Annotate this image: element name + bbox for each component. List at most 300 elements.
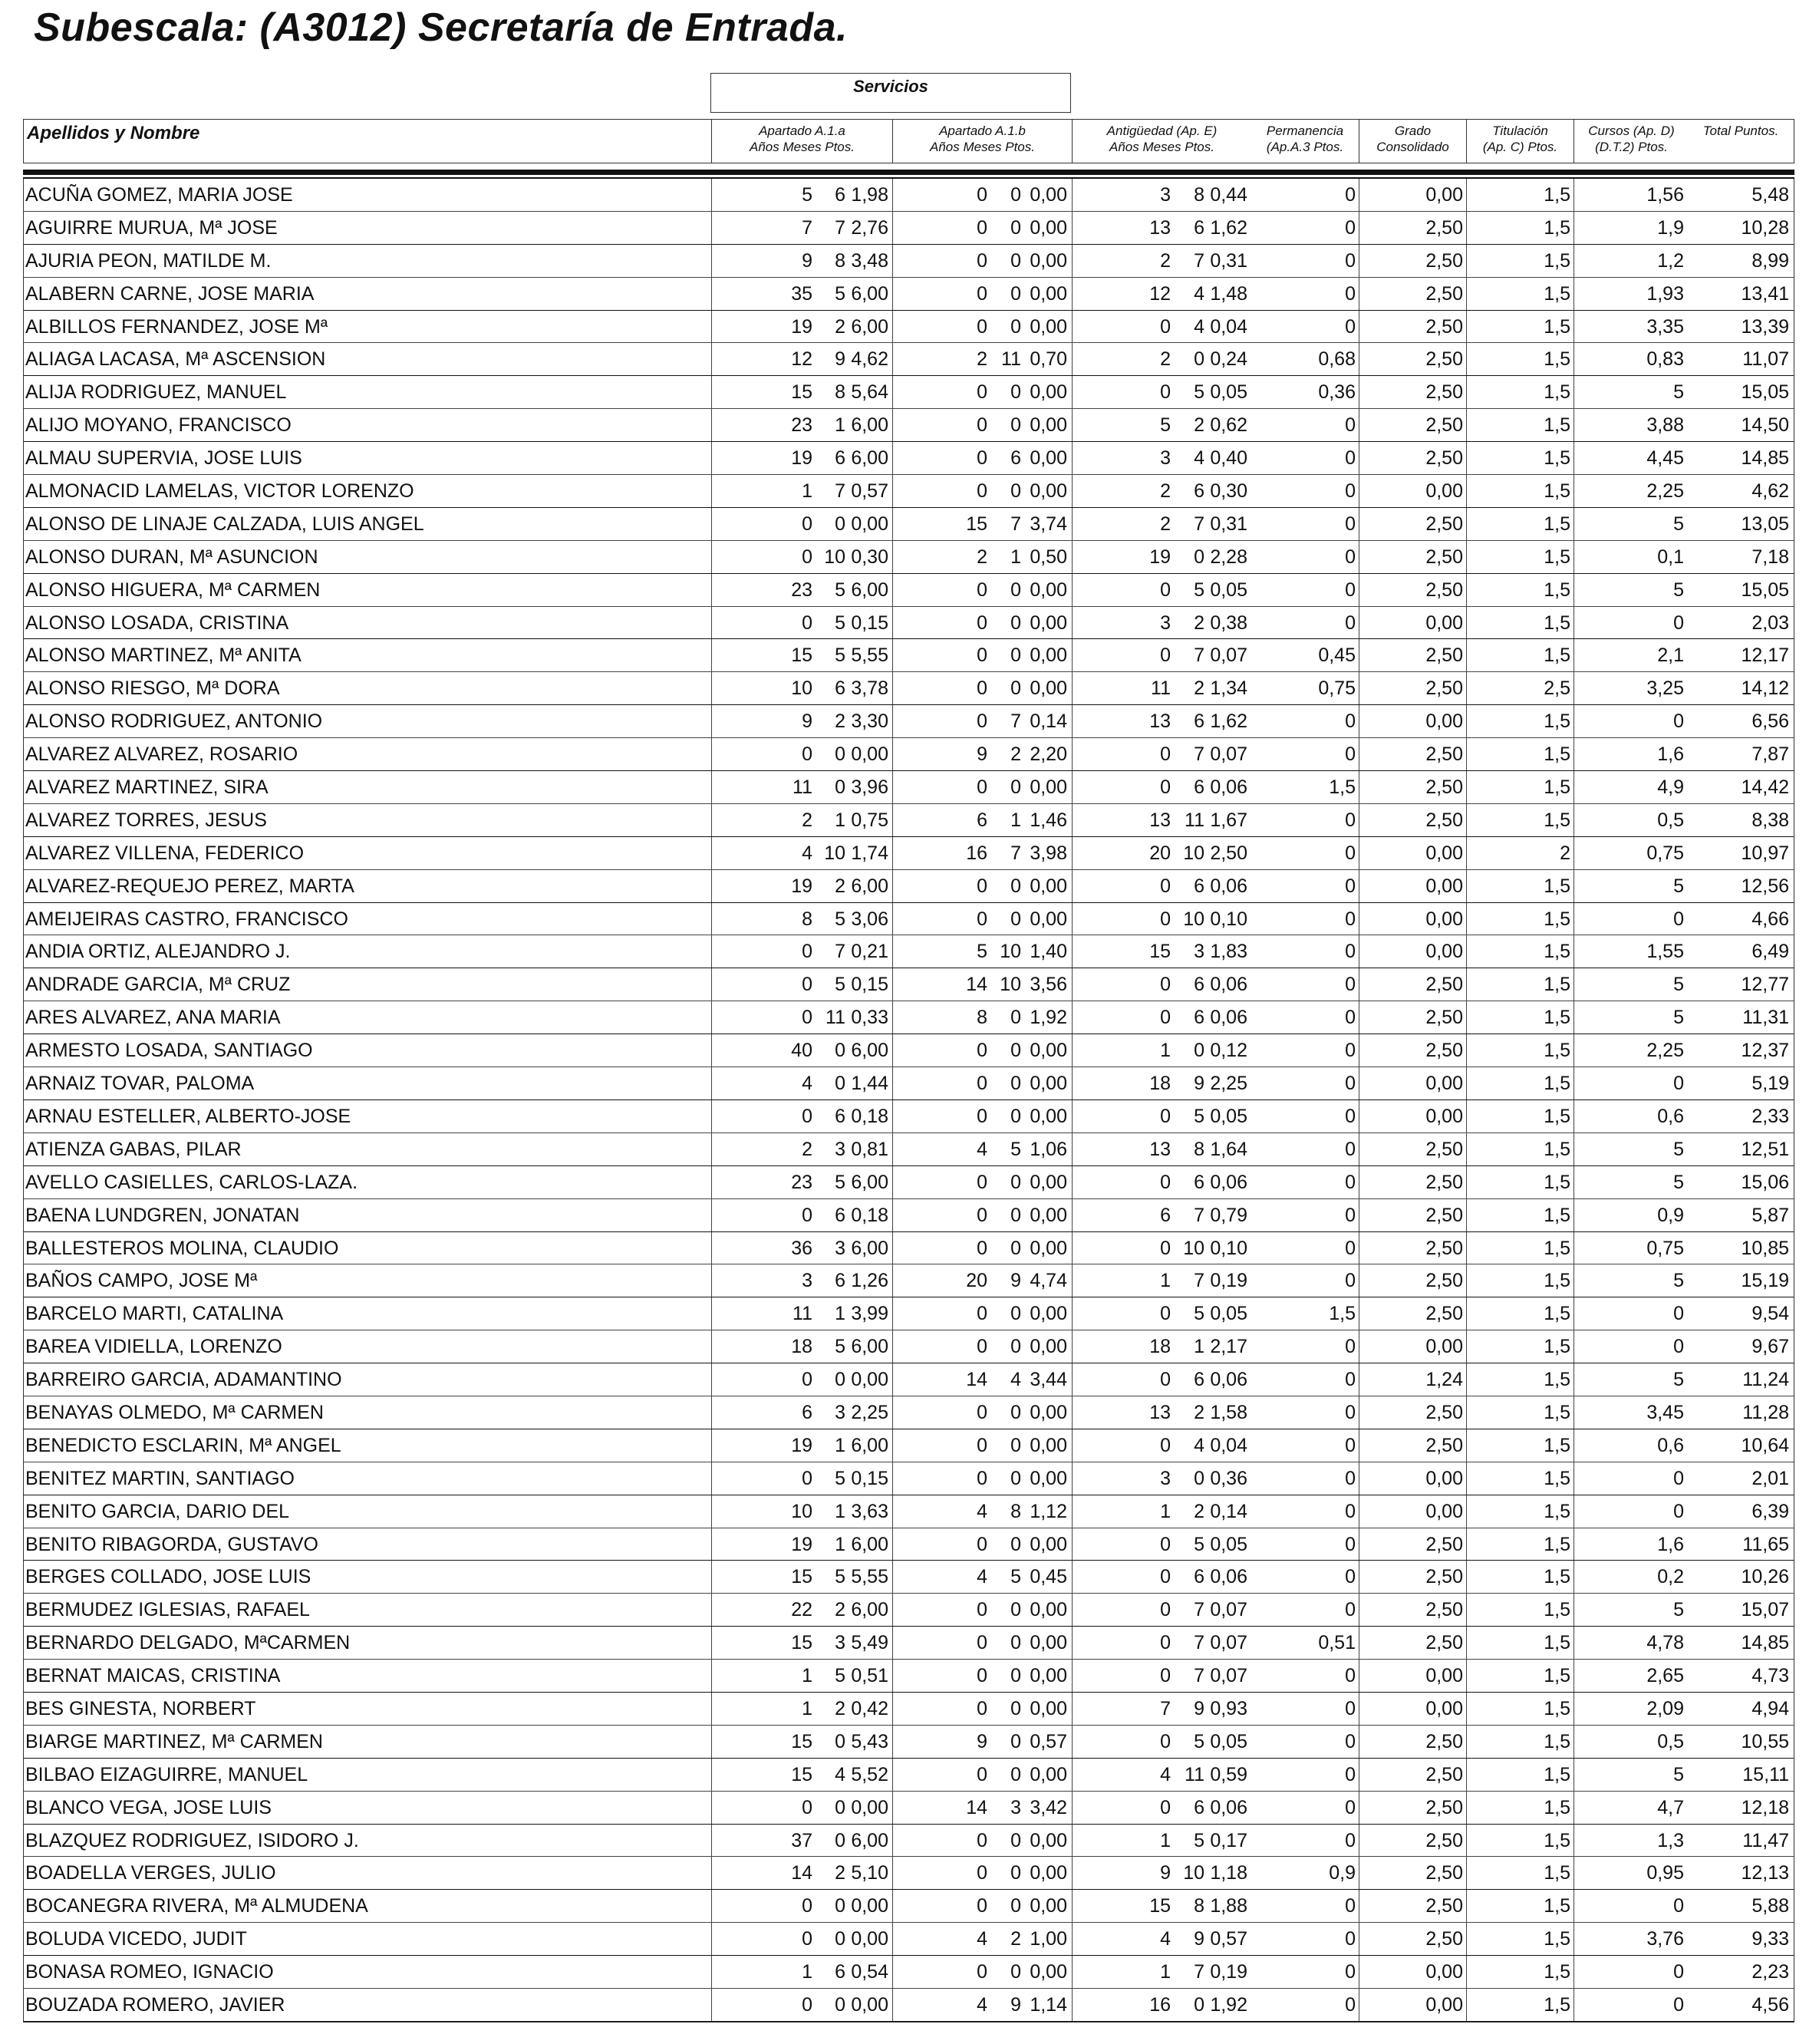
cell-name: BONASA ROMEO, IGNACIO: [25, 1961, 274, 1983]
cell-a1b-anos: 0: [977, 1961, 987, 1983]
header-cursos-title: Cursos (Ap. D): [1588, 124, 1675, 138]
column-divider: [711, 1495, 712, 1528]
cell-a1a-ptos: 0,00: [851, 743, 888, 766]
cell-a1b-meses: 0: [1010, 381, 1021, 404]
column-divider: [1466, 804, 1467, 836]
results-table: [23, 179, 1794, 2023]
cell-a1a-ptos: 0,33: [851, 1007, 888, 1029]
cell-ant-ptos: 0,06: [1210, 1796, 1247, 1818]
cell-a1a-meses: 0: [835, 1796, 845, 1818]
cell-a1a-ptos: 6,00: [851, 1237, 888, 1259]
cell-name: BIARGE MARTINEZ, Mª CARMEN: [25, 1730, 323, 1752]
cell-a1b-meses: 0: [1010, 1105, 1021, 1127]
cell-permanencia: 0: [1345, 1993, 1356, 2016]
cell-a1b-anos: 4: [977, 1993, 987, 2016]
cell-permanencia: 0: [1345, 710, 1356, 733]
column-divider: [711, 311, 712, 343]
cell-titulacion: 1,5: [1544, 1993, 1570, 2016]
table-row: [24, 1001, 1794, 1034]
cell-grado: 2,50: [1425, 1434, 1463, 1456]
header-total: [1689, 120, 1793, 163]
cell-a1a-meses: 0: [835, 776, 845, 799]
table-row: [24, 607, 1794, 640]
cell-grado: 0,00: [1425, 908, 1463, 930]
cell-a1a-ptos: 6,00: [851, 1434, 888, 1456]
cell-grado: 2,50: [1425, 776, 1463, 799]
column-divider: [711, 1100, 712, 1132]
header-cursos-sub: (D.T.2) Ptos.: [1595, 140, 1668, 154]
column-divider: [892, 1693, 893, 1725]
cell-a1a-meses: 0: [835, 1829, 845, 1851]
cell-ant-anos: 2: [1160, 348, 1171, 371]
cell-ant-meses: 7: [1194, 1961, 1204, 1983]
table-row: [24, 1693, 1794, 1726]
cell-ant-ptos: 0,05: [1210, 579, 1247, 601]
cell-ant-meses: 8: [1194, 1895, 1204, 1917]
cell-a1a-ptos: 0,42: [851, 1697, 888, 1719]
column-divider: [892, 1561, 893, 1593]
cell-total: 2,03: [1751, 612, 1789, 634]
cell-a1a-anos: 0: [802, 1928, 812, 1950]
cell-a1b-anos: 0: [977, 677, 987, 700]
cell-total: 4,56: [1751, 1993, 1789, 2016]
cell-name: BES GINESTA, NORBERT: [25, 1697, 256, 1719]
cell-cursos: 5: [1673, 1369, 1684, 1391]
cell-ant-meses: 5: [1194, 1105, 1204, 1127]
cell-name: BERNARDO DELGADO, MªCARMEN: [25, 1632, 351, 1654]
column-divider: [892, 1857, 893, 1889]
header-apartado-a1a-sub: Años Meses Ptos.: [749, 140, 855, 154]
column-divider: [1466, 639, 1467, 671]
cell-a1a-meses: 0: [835, 1040, 845, 1062]
cell-a1b-anos: 0: [977, 1665, 987, 1687]
cell-cursos: 0,95: [1646, 1862, 1684, 1884]
cell-cursos: 5: [1673, 1270, 1684, 1292]
cell-total: 15,11: [1742, 1763, 1789, 1785]
cell-a1a-anos: 11: [793, 776, 812, 799]
cell-titulacion: 1,5: [1544, 184, 1570, 206]
cell-a1b-meses: 0: [1010, 1533, 1021, 1555]
column-divider: [892, 475, 893, 507]
cell-a1b-ptos: 3,74: [1030, 513, 1067, 535]
cell-a1a-meses: 0: [835, 1073, 845, 1095]
cell-titulacion: 1,5: [1544, 974, 1570, 996]
cell-a1b-meses: 0: [1010, 1434, 1021, 1456]
cell-permanencia: 0: [1345, 1138, 1356, 1160]
cell-a1b-meses: 0: [1010, 1961, 1021, 1983]
cell-a1b-meses: 0: [1010, 480, 1021, 503]
cell-name: ALBILLOS FERNANDEZ, JOSE Mª: [25, 315, 328, 338]
cell-titulacion: 1,5: [1544, 1829, 1570, 1851]
cell-a1a-meses: 5: [835, 645, 845, 667]
cell-cursos: 0,83: [1646, 348, 1684, 371]
column-divider: [1072, 1956, 1073, 1988]
column-divider: [1466, 1330, 1467, 1363]
cell-a1b-ptos: 0,00: [1030, 1829, 1067, 1851]
cell-ant-meses: 4: [1194, 282, 1204, 305]
cell-ant-anos: 9: [1160, 1862, 1171, 1884]
column-divider: [892, 278, 893, 310]
column-divider: [1072, 738, 1073, 770]
cell-cursos: 5: [1673, 974, 1684, 996]
cell-a1b-anos: 0: [977, 1829, 987, 1851]
cell-a1a-ptos: 5,52: [851, 1763, 888, 1785]
cell-titulacion: 1,5: [1544, 315, 1570, 338]
cell-permanencia: 0: [1345, 1599, 1356, 1621]
column-divider: [711, 607, 712, 639]
column-divider: [892, 1067, 893, 1099]
cell-a1a-ptos: 5,55: [851, 645, 888, 667]
column-divider: [1072, 311, 1073, 343]
cell-ant-ptos: 0,57: [1210, 1928, 1247, 1950]
column-divider: [1466, 1429, 1467, 1462]
cell-cursos: 5: [1673, 1763, 1684, 1785]
cell-a1b-anos: 0: [977, 1697, 987, 1719]
cell-ant-ptos: 0,07: [1210, 1599, 1247, 1621]
cell-a1b-ptos: 0,00: [1030, 216, 1067, 239]
column-divider: [1466, 508, 1467, 540]
cell-a1a-meses: 5: [835, 579, 845, 601]
column-divider: [1466, 1726, 1467, 1758]
cell-a1a-ptos: 4,62: [851, 348, 888, 371]
cell-a1b-anos: 0: [977, 249, 987, 272]
cell-a1b-ptos: 2,20: [1030, 743, 1067, 766]
table-row: [24, 245, 1794, 278]
column-divider: [711, 245, 712, 277]
cell-permanencia: 0: [1345, 1237, 1356, 1259]
cell-ant-meses: 7: [1194, 743, 1204, 766]
cell-a1b-ptos: 1,40: [1030, 941, 1067, 963]
cell-a1b-meses: 5: [1010, 1138, 1021, 1160]
cell-titulacion: 1,5: [1544, 908, 1570, 930]
cell-permanencia: 0: [1345, 1040, 1356, 1062]
cell-a1b-meses: 10: [1000, 974, 1021, 996]
cell-ant-meses: 6: [1194, 1369, 1204, 1391]
cell-a1b-anos: 4: [977, 1566, 987, 1588]
column-divider: [1466, 1166, 1467, 1198]
cell-total: 9,67: [1751, 1336, 1789, 1358]
cell-ant-ptos: 2,17: [1210, 1336, 1247, 1358]
column-divider: [1072, 968, 1073, 1001]
cell-a1a-anos: 18: [791, 1336, 812, 1358]
cell-permanencia: 0: [1345, 809, 1356, 831]
cell-cursos: 0,6: [1657, 1434, 1684, 1456]
cell-a1a-meses: 0: [835, 743, 845, 766]
column-divider: [1466, 738, 1467, 770]
column-divider: [1072, 935, 1073, 968]
cell-a1b-anos: 0: [977, 1237, 987, 1259]
column-divider: [892, 376, 893, 408]
cell-name: ALIAGA LACASA, Mª ASCENSION: [25, 348, 326, 371]
table-row: [24, 1594, 1794, 1627]
cell-grado: 2,50: [1425, 1763, 1463, 1785]
cell-ant-anos: 0: [1160, 315, 1171, 338]
cell-a1a-anos: 0: [802, 1369, 812, 1391]
cell-permanencia: 0: [1345, 513, 1356, 535]
cell-total: 4,66: [1751, 908, 1789, 930]
cell-a1b-anos: 9: [977, 743, 987, 766]
cell-permanencia: 0: [1345, 1204, 1356, 1226]
column-divider: [1466, 1792, 1467, 1824]
cell-ant-ptos: 0,36: [1210, 1467, 1247, 1489]
cell-a1b-anos: 0: [977, 216, 987, 239]
column-divider: [711, 343, 712, 375]
cell-a1a-meses: 2: [835, 1697, 845, 1719]
table-row: [24, 771, 1794, 804]
column-divider: [892, 968, 893, 1001]
column-divider: [711, 1297, 712, 1330]
cell-permanencia: 0: [1345, 184, 1356, 206]
cell-total: 11,65: [1742, 1533, 1789, 1555]
cell-a1a-anos: 9: [802, 710, 812, 733]
cell-a1a-ptos: 0,00: [851, 1993, 888, 2016]
cell-ant-meses: 7: [1194, 249, 1204, 272]
cell-ant-meses: 6: [1194, 1171, 1204, 1193]
cell-total: 10,85: [1741, 1237, 1789, 1259]
table-row: [24, 1330, 1794, 1363]
cell-a1b-ptos: 1,00: [1030, 1928, 1067, 1950]
column-divider: [1466, 1133, 1467, 1165]
cell-ant-anos: 6: [1160, 1204, 1171, 1226]
column-divider: [1072, 1232, 1073, 1264]
cell-titulacion: 1,5: [1544, 1138, 1570, 1160]
table-row: [24, 409, 1794, 442]
table-row: [24, 1429, 1794, 1462]
cell-a1b-ptos: 0,00: [1030, 1763, 1067, 1785]
cell-cursos: 0: [1673, 1961, 1684, 1983]
cell-a1b-meses: 0: [1010, 1763, 1021, 1785]
cell-a1a-meses: 6: [835, 1105, 845, 1127]
column-divider: [711, 1034, 712, 1067]
cell-a1b-meses: 0: [1010, 908, 1021, 930]
cell-name: BENITEZ MARTIN, SANTIAGO: [25, 1467, 295, 1489]
cell-total: 13,05: [1741, 513, 1789, 535]
cell-ant-meses: 7: [1194, 1270, 1204, 1292]
cell-a1a-meses: 0: [835, 1928, 845, 1950]
cell-a1b-anos: 2: [977, 348, 987, 371]
cell-permanencia: 1,5: [1329, 1303, 1356, 1325]
column-divider: [892, 409, 893, 441]
cell-a1b-meses: 0: [1010, 875, 1021, 897]
table-row: [24, 1100, 1794, 1133]
cell-a1b-meses: 7: [1010, 710, 1021, 733]
cell-ant-ptos: 0,04: [1210, 1434, 1247, 1456]
cell-cursos: 3,88: [1646, 414, 1684, 437]
cell-grado: 2,50: [1425, 1138, 1463, 1160]
table-row: [24, 705, 1794, 738]
column-divider: [1466, 870, 1467, 902]
cell-ant-ptos: 0,07: [1210, 1665, 1247, 1687]
column-divider: [711, 1462, 712, 1495]
cell-a1a-ptos: 0,57: [851, 480, 888, 503]
column-divider: [711, 1693, 712, 1725]
table-row: [24, 837, 1794, 870]
cell-total: 2,01: [1751, 1467, 1789, 1489]
column-divider: [1466, 311, 1467, 343]
cell-a1a-ptos: 0,51: [851, 1665, 888, 1687]
cell-ant-anos: 13: [1149, 1138, 1171, 1160]
column-divider: [1072, 1133, 1073, 1165]
cell-name: ALONSO DE LINAJE CALZADA, LUIS ANGEL: [25, 513, 424, 535]
column-divider: [711, 574, 712, 606]
cell-cursos: 2,09: [1646, 1697, 1684, 1719]
cell-a1a-meses: 3: [835, 1237, 845, 1259]
cell-ant-meses: 6: [1194, 1566, 1204, 1588]
column-divider: [1072, 1297, 1073, 1330]
cell-ant-ptos: 0,07: [1210, 743, 1247, 766]
cell-a1a-ptos: 0,00: [851, 1796, 888, 1818]
column-divider: [1466, 1825, 1467, 1857]
cell-a1a-ptos: 0,21: [851, 941, 888, 963]
cell-ant-meses: 2: [1194, 1401, 1204, 1423]
column-divider: [892, 1462, 893, 1495]
column-divider: [711, 804, 712, 836]
cell-a1b-ptos: 0,00: [1030, 612, 1067, 634]
cell-ant-anos: 1: [1160, 1040, 1171, 1062]
cell-a1a-anos: 0: [802, 1204, 812, 1226]
cell-titulacion: 1,5: [1544, 1796, 1570, 1818]
column-divider: [1072, 1199, 1073, 1231]
cell-titulacion: 1,5: [1544, 1434, 1570, 1456]
cell-titulacion: 2,5: [1544, 677, 1570, 700]
column-divider: [892, 804, 893, 836]
column-divider: [892, 574, 893, 606]
cell-ant-anos: 0: [1160, 1105, 1171, 1127]
table-row: [24, 1166, 1794, 1199]
cell-total: 2,33: [1751, 1105, 1789, 1127]
cell-total: 9,54: [1751, 1303, 1789, 1325]
column-divider: [1072, 1660, 1073, 1692]
cell-a1b-anos: 0: [977, 1040, 987, 1062]
cell-name: BENITO GARCIA, DARIO DEL: [25, 1500, 290, 1522]
cell-cursos: 0: [1673, 1895, 1684, 1917]
cell-permanencia: 0: [1345, 1895, 1356, 1917]
table-row: [24, 870, 1794, 903]
cell-a1b-ptos: 0,00: [1030, 1697, 1067, 1719]
header-grado-sub: Consolidado: [1376, 140, 1449, 154]
cell-a1b-meses: 9: [1010, 1993, 1021, 2016]
cell-a1a-anos: 0: [802, 974, 812, 996]
cell-name: BLAZQUEZ RODRIGUEZ, ISIDORO J.: [25, 1829, 359, 1851]
cell-ant-ptos: 0,17: [1210, 1829, 1247, 1851]
cell-a1a-ptos: 0,18: [851, 1105, 888, 1127]
column-divider: [892, 343, 893, 375]
column-divider: [892, 1199, 893, 1231]
cell-ant-meses: 0: [1194, 1993, 1204, 2016]
cell-ant-anos: 0: [1160, 974, 1171, 996]
column-divider: [1072, 376, 1073, 408]
cell-cursos: 3,25: [1646, 677, 1684, 700]
cell-a1b-anos: 4: [977, 1928, 987, 1950]
cell-permanencia: 0: [1345, 480, 1356, 503]
cell-a1b-ptos: 0,00: [1030, 249, 1067, 272]
cell-a1a-ptos: 3,06: [851, 908, 888, 930]
cell-a1b-anos: 0: [977, 1105, 987, 1127]
column-divider: [1466, 1923, 1467, 1955]
column-divider: [1466, 1857, 1467, 1889]
column-divider: [892, 1923, 893, 1955]
cell-name: BAENA LUNDGREN, JONATAN: [25, 1204, 300, 1226]
header-titulacion-sub: (Ap. C) Ptos.: [1482, 140, 1558, 154]
cell-name: ALONSO MARTINEZ, Mª ANITA: [25, 645, 302, 667]
cell-ant-anos: 0: [1160, 1730, 1171, 1752]
column-divider: [892, 607, 893, 639]
table-row: [24, 278, 1794, 311]
cell-ant-anos: 1: [1160, 1270, 1171, 1292]
cell-titulacion: 1,5: [1544, 1171, 1570, 1193]
cell-ant-anos: 3: [1160, 184, 1171, 206]
cell-cursos: 5: [1673, 1007, 1684, 1029]
cell-ant-ptos: 0,30: [1210, 480, 1247, 503]
cell-a1a-meses: 7: [835, 480, 845, 503]
cell-a1a-anos: 0: [802, 612, 812, 634]
cell-a1b-ptos: 0,00: [1030, 184, 1067, 206]
cell-a1a-meses: 10: [824, 842, 845, 864]
cell-total: 15,07: [1741, 1599, 1789, 1621]
column-divider: [892, 837, 893, 869]
cell-ant-meses: 7: [1194, 1665, 1204, 1687]
cell-a1b-meses: 4: [1010, 1369, 1021, 1391]
column-divider: [892, 1396, 893, 1429]
column-divider: [892, 1726, 893, 1758]
table-row: [24, 1857, 1794, 1890]
cell-permanencia: 0: [1345, 941, 1356, 963]
cell-a1a-anos: 0: [802, 1467, 812, 1489]
cell-a1a-meses: 5: [835, 1566, 845, 1588]
cell-grado: 2,50: [1425, 1401, 1463, 1423]
column-divider: [1072, 870, 1073, 902]
cell-a1a-ptos: 5,10: [851, 1862, 888, 1884]
cell-a1b-anos: 0: [977, 1171, 987, 1193]
cell-ant-meses: 4: [1194, 1434, 1204, 1456]
cell-a1a-anos: 10: [791, 1500, 812, 1522]
cell-ant-ptos: 0,05: [1210, 1533, 1247, 1555]
cell-a1a-meses: 6: [835, 184, 845, 206]
cell-a1b-meses: 9: [1010, 1270, 1021, 1292]
cell-permanencia: 0: [1345, 1566, 1356, 1588]
column-divider: [892, 639, 893, 671]
cell-ant-meses: 11: [1185, 809, 1204, 831]
cell-a1a-meses: 5: [835, 974, 845, 996]
cell-permanencia: 0,68: [1318, 348, 1356, 371]
cell-grado: 2,50: [1425, 974, 1463, 996]
cell-a1b-meses: 10: [1000, 941, 1021, 963]
cell-a1b-meses: 0: [1010, 1401, 1021, 1423]
cell-a1a-ptos: 6,00: [851, 414, 888, 437]
cell-permanencia: 0: [1345, 1500, 1356, 1522]
cell-titulacion: 1,5: [1544, 513, 1570, 535]
cell-a1b-meses: 0: [1010, 1895, 1021, 1917]
cell-ant-ptos: 2,25: [1210, 1073, 1247, 1095]
column-divider: [1072, 212, 1073, 244]
column-divider: [1466, 1396, 1467, 1429]
cell-a1b-meses: 0: [1010, 414, 1021, 437]
cell-total: 12,18: [1741, 1796, 1789, 1818]
cell-ant-anos: 0: [1160, 1632, 1171, 1654]
cell-a1b-meses: 0: [1010, 1599, 1021, 1621]
cell-cursos: 1,55: [1646, 941, 1684, 963]
cell-permanencia: 0: [1345, 546, 1356, 568]
cell-ant-anos: 11: [1151, 677, 1171, 700]
column-divider: [711, 1857, 712, 1889]
cell-cursos: 0,75: [1646, 1237, 1684, 1259]
cell-name: ALONSO HIGUERA, Mª CARMEN: [25, 579, 321, 601]
cell-a1a-anos: 10: [791, 677, 812, 700]
cell-a1a-meses: 2: [835, 710, 845, 733]
column-divider: [1072, 1726, 1073, 1758]
cell-name: ALONSO DURAN, Mª ASUNCION: [25, 546, 318, 568]
column-divider: [1466, 442, 1467, 474]
